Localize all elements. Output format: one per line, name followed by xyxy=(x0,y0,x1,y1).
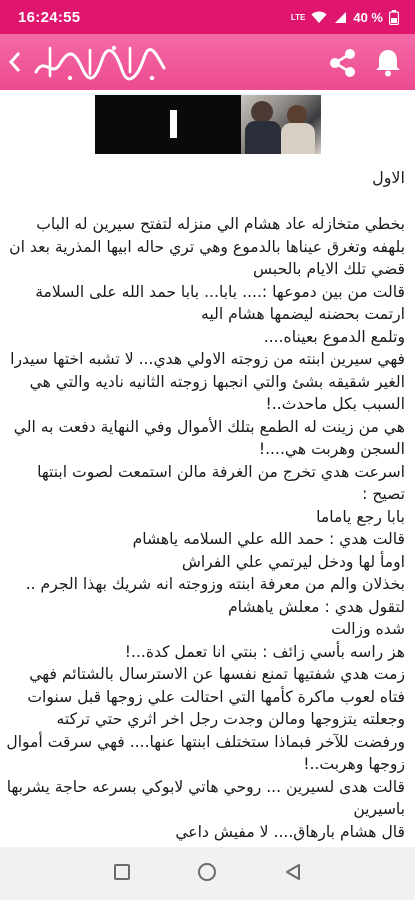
banner-photo xyxy=(241,95,321,154)
article-title: الاول xyxy=(372,168,405,187)
status-time: 16:24:55 xyxy=(18,8,81,26)
wifi-icon xyxy=(311,11,327,24)
navigation-bar xyxy=(0,847,415,900)
chevron-left-icon[interactable] xyxy=(7,51,23,73)
banner-mark xyxy=(170,110,177,138)
signal-icon xyxy=(333,11,347,24)
status-icons xyxy=(291,10,399,25)
app-bar xyxy=(0,34,415,90)
battery-text: 40 % xyxy=(353,9,383,25)
back-icon[interactable] xyxy=(284,863,302,881)
article-content[interactable] xyxy=(0,163,415,847)
network-label: LTE xyxy=(290,12,306,22)
app-logo xyxy=(30,42,170,84)
article-body: بخطي متخازله عاد هشام الي منزله لتفتح سيرين له الباب بلهفه وتغرق عيناها بالدموع وهي تري حاله ابيها المذرية بعد ان قضي تلك الايام بالحبس قالت من بين دموعها :.... بابا... بابا حمد الله على السلامة ارتمت بحضنه ليضمها هشام اليه وتلمع الدموع بعيناه.... فهي سيرين ابنته من زوجته الاولي هدي... لا تشبه اختها سيدرا الغير شقيقه بشئ والتي انجبها زوجته الثانيه ناديه والتي هي السبب بكل ماحدث..! هي من زينت له الطمع بتلك الأموال وفي النهاية دفعت به الي السجن وهربت هي....! اسرعت هدي تخرج من الغرفة مالن استمعت لصوت ابنتها تصيح : بابا رجع ياماما قالت هدي : حمد الله علي السلامه ياهشام اومأ لها ودخل ليرتمي علي الفراش بخذلان والم من معرفة ابنته وزوجته انه شريك بهذا الجرم .. لتقول هدي : معلش ياهشام شده وزالت هز راسه بأسي زائف : بنتي انا تعمل كدة...! زمت هدي شفتيها تمنع نفسها عن الاسترسال بالشتائم فهي فتاه لعوب ماكرة كأمها التي احتالت علي زوجها قبل سنوات وجعلته يتزوجها ومالن وجدت رجل اخر اثري حتي تركته ورفضت للآخر فبماذا ستختلف ابنتها عنها.... فهي سرقت أموال زوجها وهربت..! قالت هدى لسيرين ... روحي هاتي لابوكي بسرعه حاجة يشربها باسيرين قال هشام بارهاق.... لا مفيش داعي xyxy=(6,215,405,841)
share-icon[interactable] xyxy=(326,46,360,80)
recents-icon[interactable] xyxy=(114,864,130,880)
home-icon[interactable] xyxy=(198,863,216,881)
battery-icon xyxy=(389,10,399,25)
status-bar xyxy=(0,0,415,34)
ad-banner[interactable] xyxy=(95,95,321,154)
bell-icon[interactable] xyxy=(372,46,404,78)
